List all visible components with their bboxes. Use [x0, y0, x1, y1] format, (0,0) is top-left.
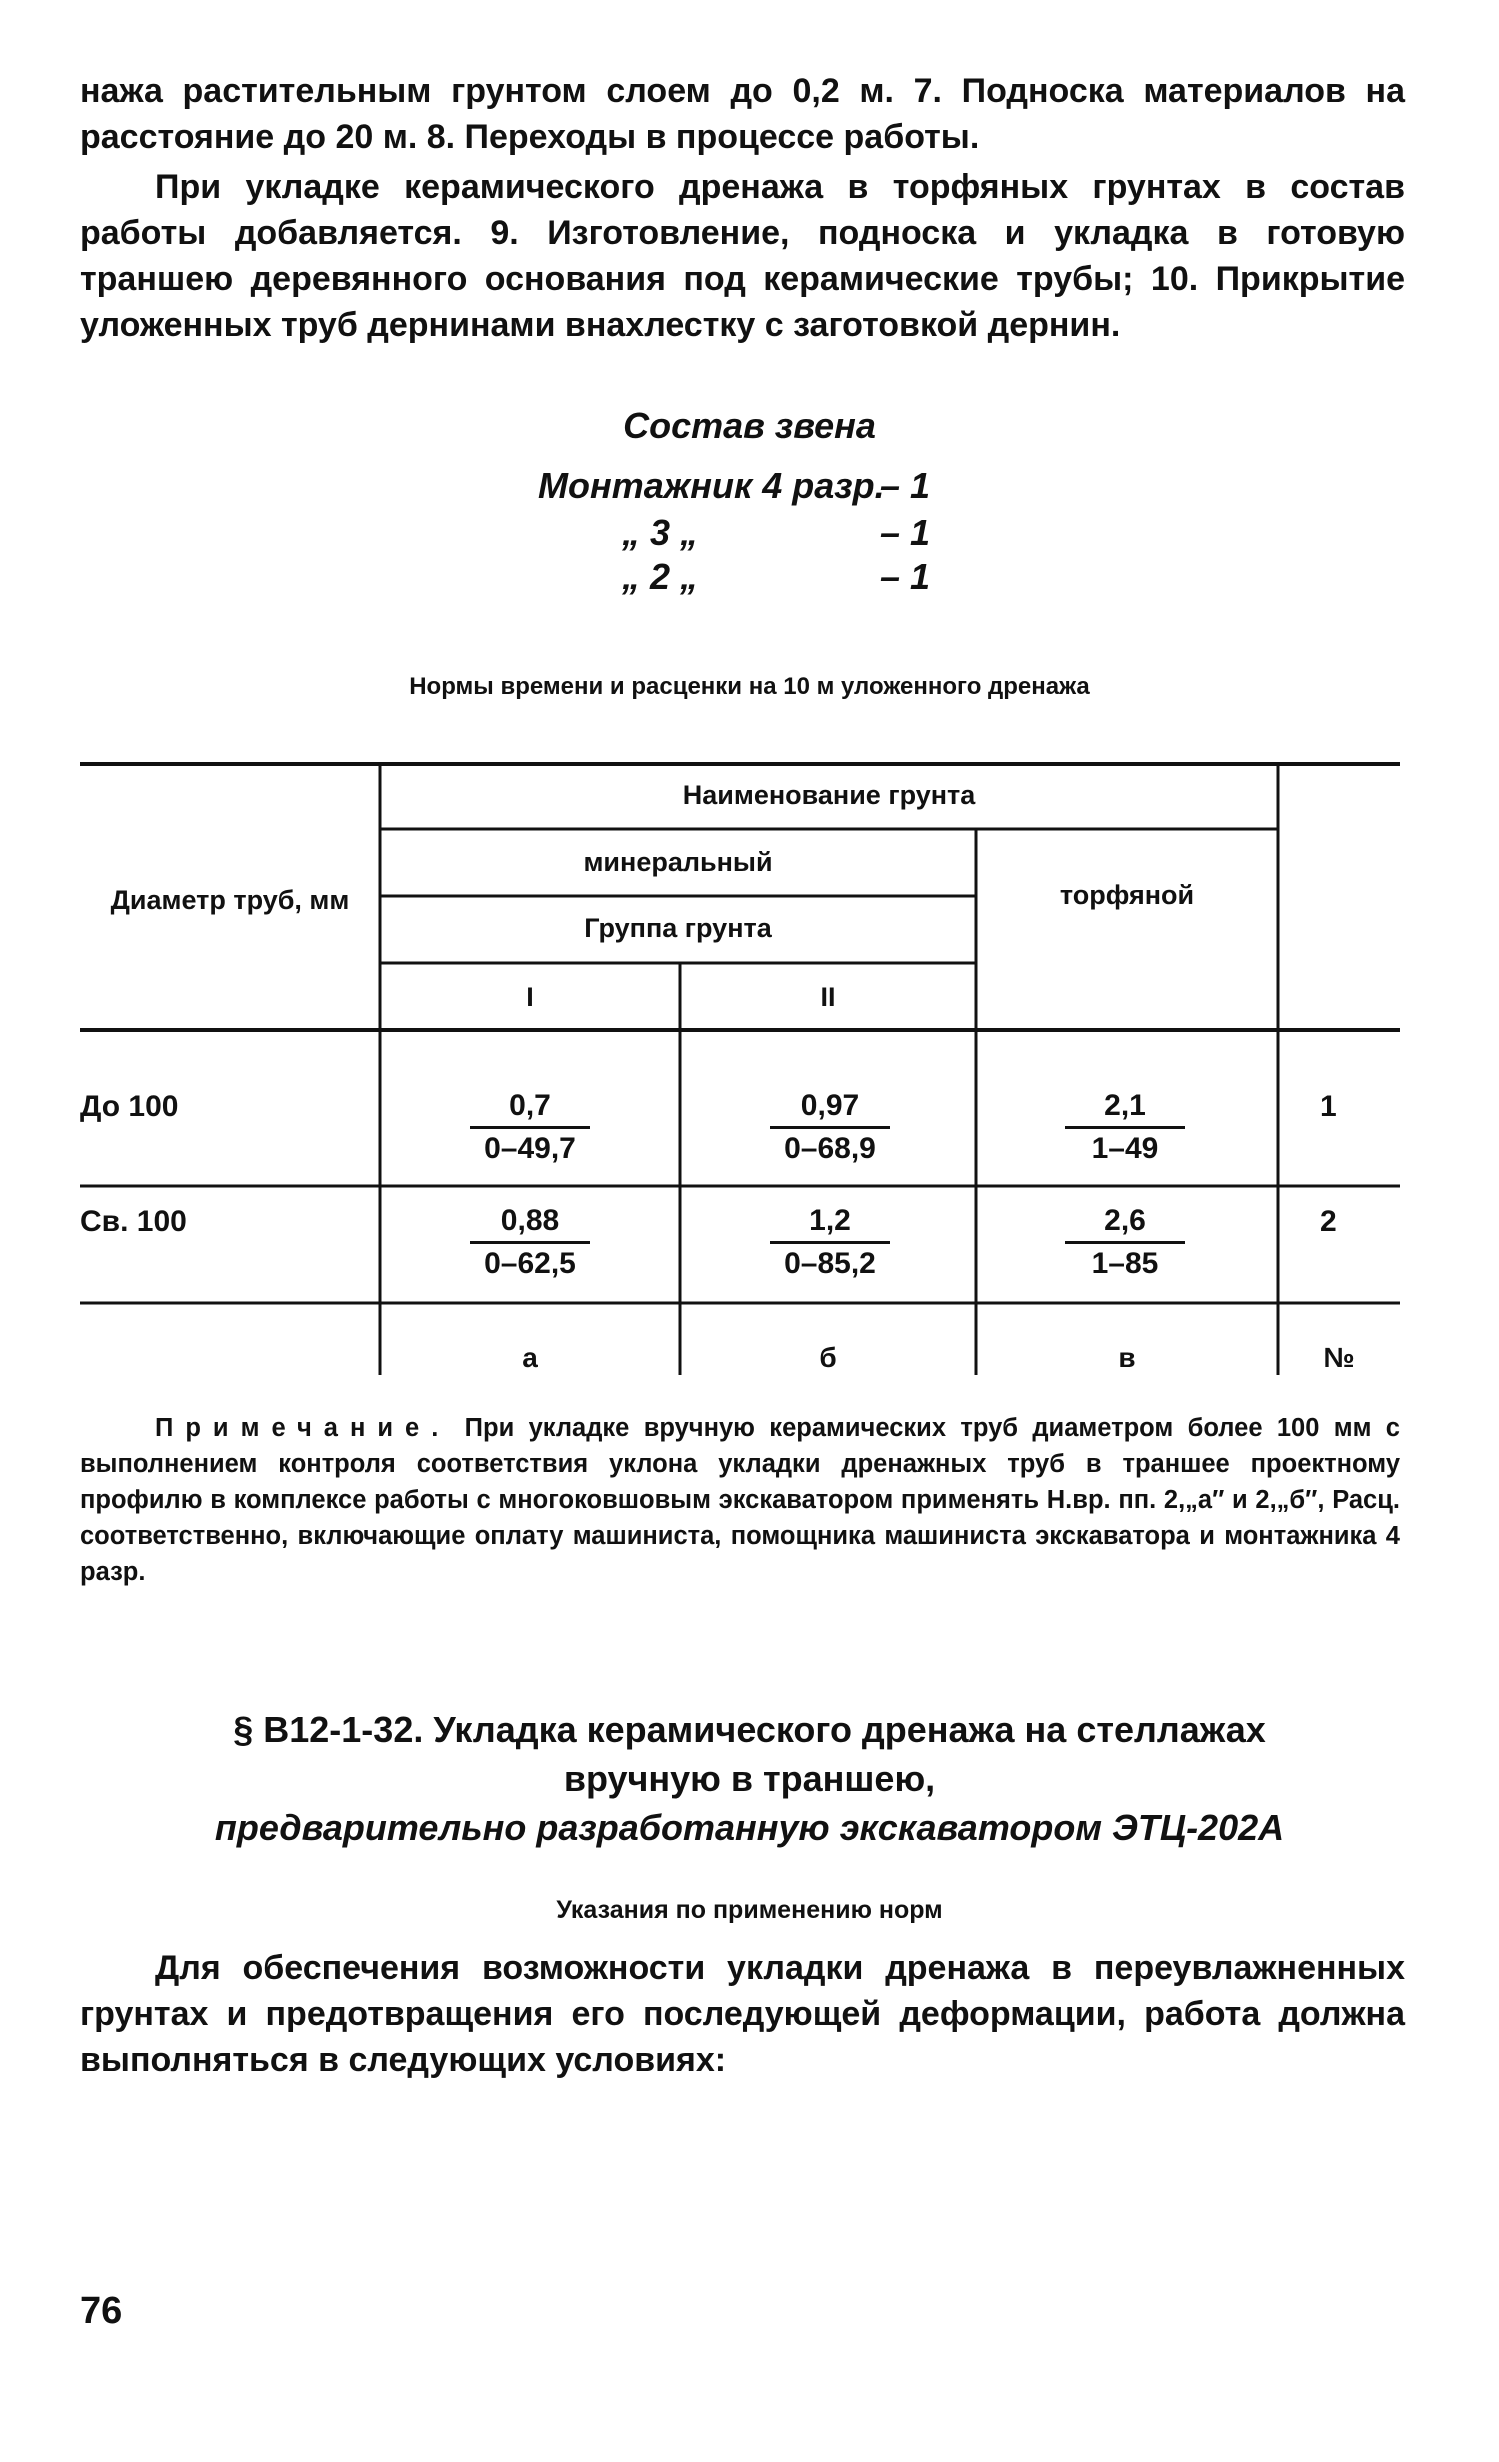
header-diameter: Диаметр труб, мм: [110, 885, 350, 915]
row-2-col-a: [470, 1203, 590, 1282]
section-heading-line-2: вручную в траншею,: [563, 1758, 936, 1799]
row-1-number: 1: [1320, 1090, 1337, 1123]
footer-col-no: №: [1323, 1342, 1355, 1373]
section-heading-line-1: § В12-1-32. Укладка керамического дренажа на стеллажах: [233, 1709, 1266, 1750]
fraction-bar: [770, 1126, 890, 1129]
crew-row-1-count: – 1: [880, 465, 931, 506]
row-2-a-rate: 0–62,5: [484, 1247, 576, 1280]
section-heading-line-3: [0, 1803, 1499, 1853]
fraction-bar: [1065, 1126, 1185, 1129]
row-2-c-rate: 1–85: [1091, 1247, 1159, 1280]
footer-col-c: в: [1118, 1342, 1136, 1373]
row-2-a-time: 0,88: [500, 1204, 560, 1237]
table-caption: Нормы времени и расценки на 10 м уложенного дренажа: [409, 673, 1090, 700]
header-mineral: минеральный: [583, 847, 773, 877]
row-1-c-time: 2,1: [1104, 1089, 1146, 1122]
row-1-b-time: 0,97: [800, 1089, 860, 1122]
row-2-diameter: Св. 100: [80, 1205, 187, 1238]
row-1-col-b: [770, 1088, 890, 1167]
header-soil-name: Наименование грунта: [682, 780, 976, 810]
crew-row-3-name: „ 2 „: [622, 556, 699, 597]
section-heading-line-3-text: предварительно разработанную экскаватором ЭТЦ-202А: [214, 1807, 1285, 1848]
header-group: Группа грунта: [584, 913, 772, 943]
crew-row-2-count: – 1: [880, 512, 931, 553]
row-1-col-c: [1065, 1088, 1185, 1167]
intro-paragraph-2: При укладке керамического дренажа в торфяных грунтах в состав работы добавляется. 9. Изготовление, подноска и укладка в готовую траншею деревянного основания под керамические трубы; 10. Прикрытие уложенных труб дернинами внахлестку с заготовкой дернин.: [80, 168, 1405, 344]
crew-row-2-name: „ 3 „: [622, 512, 699, 553]
note-text: При укладке вручную керамических труб диаметром более 100 мм с выполнением контроля соответствия уклона укладки дренажных труб в траншее проектному профилю в комплексе работы с многоковшовым экскаватором применять Н.вр. пп. 2,„а″ и 2,„б″, Расц. соответственно, включающие оплату машиниста, помощника машиниста экскаватора и монтажника 4 разр.: [80, 1414, 1400, 1586]
intro-paragraph-1: нажа растительным грунтом слоем до 0,2 м. 7. Подноска материалов на расстояние до 20 м. 8. Переходы в процессе работы.: [80, 72, 1405, 156]
footer-col-a: а: [522, 1342, 538, 1373]
crew-title: Состав звена: [623, 405, 876, 446]
header-group-1: I: [526, 982, 534, 1012]
note-label: Примечание.: [155, 1414, 451, 1442]
section-body: [80, 1945, 1405, 2083]
row-1-a-time: 0,7: [509, 1089, 551, 1122]
footer-col-b: б: [819, 1342, 837, 1373]
crew-row-3-count: – 1: [880, 556, 931, 597]
row-1-col-a: [470, 1088, 590, 1167]
row-2-b-time: 1,2: [809, 1204, 851, 1237]
fraction-bar: [1065, 1241, 1185, 1244]
header-group-2: II: [820, 982, 836, 1012]
page-number: 76: [80, 2290, 123, 2332]
crew-row-1-name: Монтажник 4 разр.: [538, 465, 885, 506]
fraction-bar: [470, 1241, 590, 1244]
row-1-c-rate: 1–49: [1091, 1132, 1159, 1165]
fraction-bar: [770, 1241, 890, 1244]
fraction-bar: [470, 1126, 590, 1129]
row-2-col-c: [1065, 1203, 1185, 1282]
row-1-b-rate: 0–68,9: [784, 1132, 876, 1165]
row-2-col-b: [770, 1203, 890, 1282]
table-note: [80, 1410, 1400, 1590]
row-1-diameter: До 100: [80, 1090, 179, 1123]
header-peat: торфяной: [1059, 880, 1195, 910]
section-subheading: Указания по применению норм: [556, 1896, 943, 1924]
row-1-a-rate: 0–49,7: [484, 1132, 576, 1165]
row-2-b-rate: 0–85,2: [784, 1247, 876, 1280]
row-2-number: 2: [1320, 1205, 1337, 1238]
row-2-c-time: 2,6: [1104, 1204, 1146, 1237]
section-paragraph: Для обеспечения возможности укладки дренажа в переувлажненных грунтах и предотвращения его последующей деформации, работа должна выполняться в следующих условиях:: [80, 1949, 1405, 2079]
